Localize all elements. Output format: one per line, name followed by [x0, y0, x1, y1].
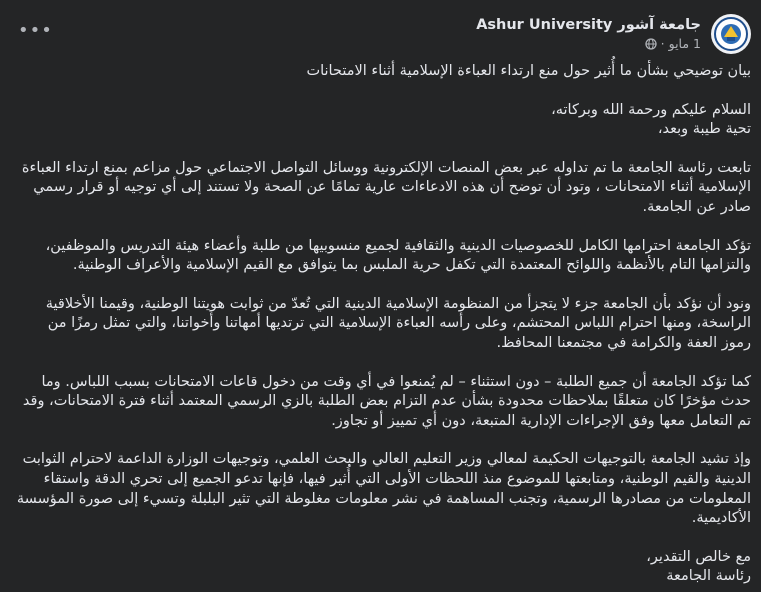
university-logo	[714, 17, 748, 51]
post-header	[10, 10, 751, 58]
paragraph: وإذ تشيد الجامعة بالتوجيهات الحكيمة لمعالي وزير التعليم العالي والبحث العلمي، وتوجيهات الوزارة الداعمة لاحترام الثوابت الدينية والقيم الوطنية، ومتابعتها للموضوع منذ اللحظات الأولى التي أُثير فيها، فإنها تدعو الجميع إلى تحري الدقة واستقاء المعلومات من مصادرها الرسمية، وتجنب المساهمة في نشر معلومات مغلوطة التي تثير البلبلة وتسيء إلى صورة المؤسسة الأكاديمية.	[16, 451, 751, 527]
post-body	[14, 62, 751, 587]
signature: رئاسة الجامعة	[666, 568, 751, 585]
separator-dot: ·	[660, 36, 665, 51]
paragraph: تابعت رئاسة الجامعة ما تم تداوله عبر بعض المنصات الإلكترونية ووسائل التواصل الاجتماعي حول مزاعم بمنع ارتداء العباءة الإسلامية أثناء الامتحانات ، وتود أن توضح أن هذه الادعاءات عارية تمامًا عن الصحة ولا تستند إلى أي توجيه أو قرار رسمي صادر عن الجامعة.	[21, 159, 751, 215]
closing-line: مع خالص التقدير،	[646, 548, 751, 565]
greeting-line: السلام عليكم ورحمة الله وبركاته،	[551, 101, 751, 118]
more-options-icon[interactable]: •••	[18, 20, 53, 41]
paragraph: ونود أن نؤكد بأن الجامعة جزء لا يتجزأ من المنظومة الإسلامية الدينية التي تُعدّ من ثوابت هويتنا الوطنية، وقيمنا الأخلاقية الراسخة، ومنها احترام اللباس المحتشم، وعلى رأسه العباءة الإسلامية التي ترتديها أمهاتنا وأخواتنا، والتي تمثل رمزًا من رموز العفة والكرامة في مجتمعنا المحافظ.	[45, 295, 751, 351]
post-meta	[476, 15, 701, 53]
post-date[interactable]: 1 مايو	[668, 36, 701, 51]
paragraph: كما تؤكد الجامعة أن جميع الطلبة – دون استثناء – لم يُمنعوا في أي وقت من دخول قاعات الامتحانات بسبب اللباس. وما حدث مؤخرًا كان متعلقًا بملاحظات محدودة بشأن عدم التزام بعض الطلبة بالزي الرسمي المعتمد أثناء فترة الامتحانات، وقد تم التعامل معها وفق الإجراءات الإدارية المتبعة، دون أي تمييز أو تجاوز.	[22, 373, 751, 429]
paragraph: تؤكد الجامعة احترامها الكامل للخصوصيات الدينية والثقافية لجميع منسوبيها من طلبة وأعضاء هيئة التدريس والموظفين، والتزامها التام بالأنظمة واللوائح المعتمدة التي تكفل حرية الملبس بما يتوافق مع القيم الإسلامية والأعراف الوطنية.	[45, 237, 751, 274]
page-name-link[interactable]: جامعة آشور Ashur University	[476, 17, 701, 33]
post-subline	[476, 35, 701, 53]
post-title: بيان توضيحي بشأن ما أُثير حول منع ارتداء العباءة الإسلامية أثناء الامتحانات	[306, 63, 751, 79]
page-avatar[interactable]	[711, 14, 751, 54]
globe-icon[interactable]	[645, 38, 657, 50]
greeting-line: تحية طيبة وبعد،	[657, 121, 751, 138]
